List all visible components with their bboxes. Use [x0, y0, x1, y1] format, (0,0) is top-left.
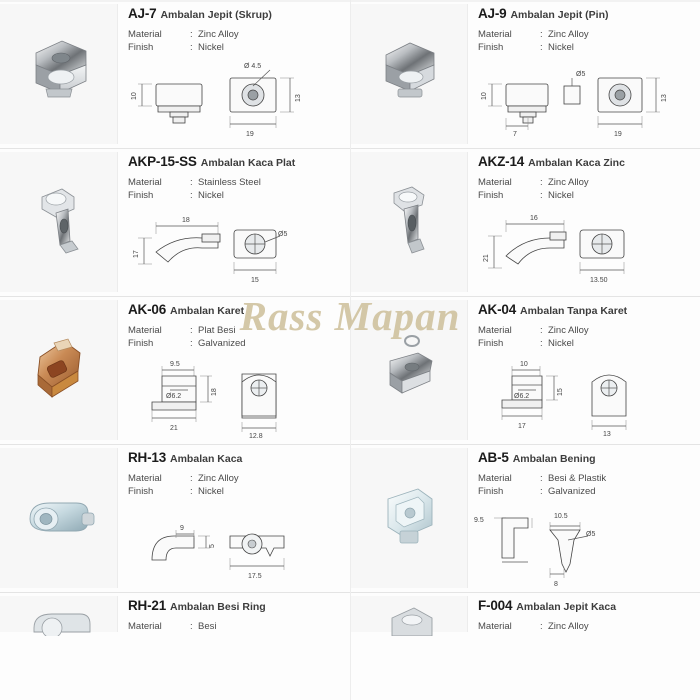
- technical-drawing: [468, 204, 692, 290]
- material-value: Stainless Steel: [198, 177, 261, 188]
- product-info: [468, 4, 692, 144]
- photo-metal-glass-clip: [366, 592, 452, 636]
- product-name: Ambalan Kaca Zinc: [528, 157, 625, 169]
- material-colon: :: [540, 325, 543, 336]
- product-title: [478, 597, 692, 615]
- material-value: Zinc Alloy: [548, 177, 589, 188]
- finish-value: Nickel: [198, 42, 224, 53]
- product-title: [478, 5, 692, 23]
- dimension-value: 10.5: [554, 513, 568, 520]
- dimension-value: 17: [518, 423, 526, 430]
- finish-label: Finish: [478, 338, 504, 349]
- technical-drawing: [118, 500, 342, 586]
- product-photo: [0, 300, 118, 440]
- dimension-value: 5: [209, 544, 216, 548]
- dimension-value: 8: [554, 581, 558, 586]
- product-name: Ambalan Kaca Plat: [200, 157, 296, 169]
- dimension-value: 16: [530, 215, 538, 222]
- material-value: Zinc Alloy: [548, 621, 589, 632]
- finish-colon: :: [190, 486, 193, 497]
- photo-bronze-rubber-bracket: [16, 327, 102, 413]
- product-title: [478, 301, 692, 319]
- product-photo: [0, 4, 118, 144]
- dimension-value: 17: [133, 250, 140, 258]
- technical-drawing: [468, 500, 692, 586]
- product-name: Ambalan Jepit (Skrup): [160, 9, 272, 21]
- photo-metal-plate-bracket: [16, 179, 102, 265]
- product-card[interactable]: [0, 148, 350, 296]
- product-spec: [128, 324, 342, 350]
- product-photo: [0, 448, 118, 588]
- product-info: [118, 4, 342, 144]
- photo-metal-glass-clip: [366, 31, 452, 117]
- product-spec: [478, 620, 692, 633]
- product-code: AK-06: [128, 302, 167, 317]
- product-spec: [128, 472, 342, 498]
- product-code: AK-04: [478, 302, 517, 317]
- material-value: Besi & Plastik: [548, 473, 607, 484]
- dimension-value: 9: [180, 525, 184, 532]
- technical-drawing: [468, 352, 692, 438]
- product-info: [468, 596, 692, 632]
- product-title: [128, 301, 342, 319]
- material-value: Zinc Alloy: [198, 473, 239, 484]
- finish-colon: :: [190, 190, 193, 201]
- product-name: Ambalan Bening: [512, 453, 596, 465]
- dimension-value: 21: [483, 254, 490, 262]
- photo-metal-glass-clip: [16, 31, 102, 117]
- finish-value: Nickel: [548, 42, 574, 53]
- product-spec: [478, 28, 692, 54]
- dimension-value: Ø6.2: [514, 393, 530, 400]
- dimension-value: 7: [513, 131, 517, 138]
- material-colon: :: [190, 177, 193, 188]
- material-label: Material: [478, 29, 512, 40]
- dimension-value: Ø5: [278, 231, 288, 238]
- product-title: [128, 449, 342, 467]
- dimension-value: 17.5: [248, 573, 262, 580]
- material-value: Zinc Alloy: [198, 29, 239, 40]
- product-name: Ambalan Besi Ring: [170, 601, 266, 613]
- finish-value: Nickel: [548, 338, 574, 349]
- material-value: Zinc Alloy: [548, 325, 589, 336]
- dimension-value: 10: [131, 92, 138, 100]
- product-title: [478, 449, 692, 467]
- product-spec: [478, 324, 692, 350]
- finish-colon: :: [540, 42, 543, 53]
- material-colon: :: [190, 29, 193, 40]
- product-spec: [128, 176, 342, 202]
- material-value: Plat Besi: [198, 325, 236, 336]
- dimension-value: Ø6.2: [166, 393, 182, 400]
- product-card[interactable]: [0, 592, 350, 636]
- product-card[interactable]: [0, 444, 350, 592]
- column-divider: [350, 0, 351, 700]
- material-label: Material: [128, 29, 162, 40]
- material-colon: :: [540, 177, 543, 188]
- dimension-value: 21: [170, 425, 178, 432]
- dimension-value: 18: [182, 217, 190, 224]
- product-name: Ambalan Kaca: [170, 453, 243, 465]
- dimension-value: Ø 4.5: [244, 63, 262, 70]
- dimension-value: 19: [614, 131, 622, 138]
- material-label: Material: [478, 621, 512, 632]
- product-code: AKZ-14: [478, 154, 525, 169]
- product-photo: [350, 4, 468, 144]
- finish-colon: :: [540, 486, 543, 497]
- product-spec: [478, 472, 692, 498]
- dimension-value: 12.8: [249, 433, 263, 438]
- product-name: Ambalan Karet: [170, 305, 245, 317]
- material-colon: :: [540, 29, 543, 40]
- product-code: AJ-9: [478, 6, 507, 21]
- finish-value: Galvanized: [198, 338, 246, 349]
- product-photo: [350, 596, 468, 632]
- product-card[interactable]: [350, 444, 700, 592]
- material-label: Material: [478, 177, 512, 188]
- dimension-value: Ø5: [586, 531, 596, 538]
- product-code: AB-5: [478, 450, 509, 465]
- dimension-value: 19: [246, 131, 254, 138]
- product-photo: [350, 152, 468, 292]
- dimension-value: 13.50: [590, 277, 608, 284]
- dimension-value: 18: [211, 388, 218, 396]
- photo-zinc-bracket: [366, 327, 452, 413]
- material-value: Zinc Alloy: [548, 29, 589, 40]
- dimension-value: 10: [481, 92, 488, 100]
- finish-label: Finish: [128, 42, 154, 53]
- finish-colon: :: [190, 338, 193, 349]
- product-photo: [350, 448, 468, 588]
- product-name: Ambalan Tanpa Karet: [520, 305, 628, 317]
- material-label: Material: [128, 621, 162, 632]
- photo-glass-pin-support: [16, 475, 102, 561]
- product-info: [468, 152, 692, 292]
- product-name: Ambalan Jepit Kaca: [516, 601, 617, 613]
- product-code: F-004: [478, 598, 513, 613]
- dimension-value: 9.5: [474, 517, 484, 524]
- material-colon: :: [540, 621, 543, 632]
- finish-value: Nickel: [198, 190, 224, 201]
- product-title: [128, 597, 342, 615]
- technical-drawing: [118, 56, 342, 142]
- product-code: AJ-7: [128, 6, 157, 21]
- product-name: Ambalan Jepit (Pin): [510, 9, 609, 21]
- material-label: Material: [478, 325, 512, 336]
- watermark: Rass Mapan: [239, 293, 461, 339]
- technical-drawing: [118, 204, 342, 290]
- product-title: [478, 153, 692, 171]
- dimension-value: 15: [251, 277, 259, 284]
- photo-clear-plastic-bracket: [366, 475, 452, 561]
- material-value: Besi: [198, 621, 217, 632]
- finish-colon: :: [540, 190, 543, 201]
- material-colon: :: [190, 325, 193, 336]
- product-info: [118, 448, 342, 588]
- material-label: Material: [478, 473, 512, 484]
- product-card[interactable]: [350, 296, 700, 444]
- product-title: [128, 5, 342, 23]
- technical-drawing: [468, 56, 692, 142]
- product-info: [468, 448, 692, 588]
- product-card[interactable]: [350, 0, 700, 148]
- photo-metal-ring-support: [16, 592, 102, 636]
- product-photo: [350, 300, 468, 440]
- material-label: Material: [128, 473, 162, 484]
- product-card[interactable]: [350, 148, 700, 296]
- material-colon: :: [540, 473, 543, 484]
- finish-label: Finish: [128, 190, 154, 201]
- product-info: [118, 152, 342, 292]
- finish-label: Finish: [478, 486, 504, 497]
- product-code: RH-13: [128, 450, 167, 465]
- product-spec: [478, 176, 692, 202]
- product-card[interactable]: [350, 592, 700, 636]
- finish-colon: :: [190, 42, 193, 53]
- product-card[interactable]: [0, 0, 350, 148]
- finish-value: Galvanized: [548, 486, 596, 497]
- dimension-value: 13: [603, 431, 611, 438]
- product-spec: [128, 620, 342, 633]
- material-colon: :: [190, 621, 193, 632]
- finish-label: Finish: [128, 486, 154, 497]
- finish-value: Nickel: [198, 486, 224, 497]
- product-photo: [0, 152, 118, 292]
- product-spec: [128, 28, 342, 54]
- product-photo: [0, 596, 118, 632]
- technical-drawing: [118, 352, 342, 438]
- finish-value: Nickel: [548, 190, 574, 201]
- finish-label: Finish: [478, 190, 504, 201]
- product-info: [118, 596, 342, 632]
- finish-label: Finish: [128, 338, 154, 349]
- product-info: [118, 300, 342, 440]
- product-card[interactable]: [0, 296, 350, 444]
- material-colon: :: [190, 473, 193, 484]
- dimension-value: 15: [557, 388, 564, 396]
- dimension-value: 13: [661, 94, 668, 102]
- product-info: [468, 300, 692, 440]
- product-code: RH-21: [128, 598, 167, 613]
- photo-metal-plate-bracket: [366, 179, 452, 265]
- dimension-value: 10: [520, 361, 528, 368]
- product-title: [128, 153, 342, 171]
- finish-label: Finish: [478, 42, 504, 53]
- dimension-value: Ø5: [576, 71, 586, 78]
- material-label: Material: [128, 177, 162, 188]
- dimension-value: 13: [295, 94, 302, 102]
- product-code: AKP-15-SS: [128, 154, 197, 169]
- dimension-value: 9.5: [170, 361, 180, 368]
- finish-colon: :: [540, 338, 543, 349]
- material-label: Material: [128, 325, 162, 336]
